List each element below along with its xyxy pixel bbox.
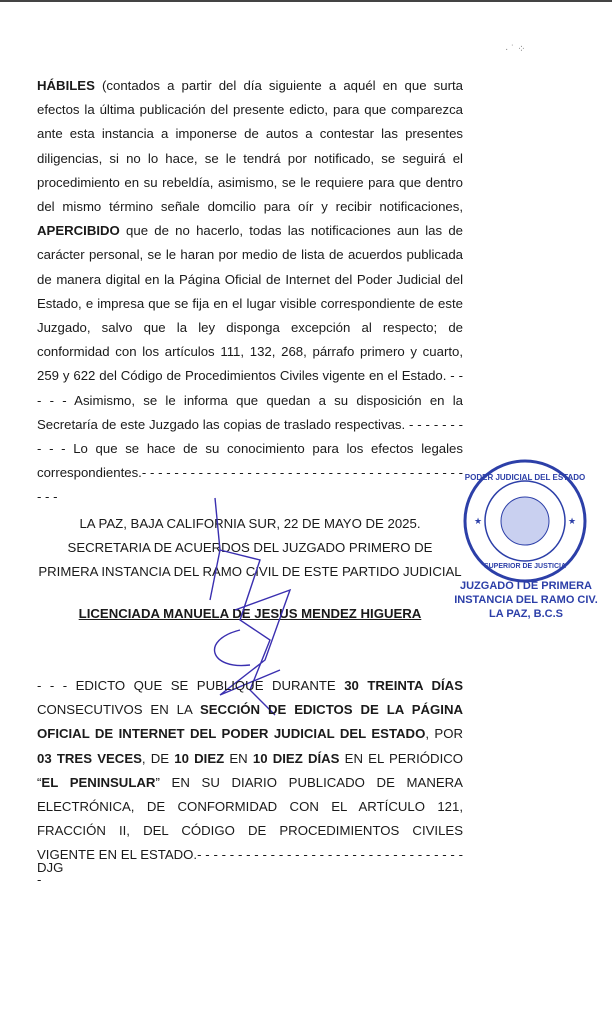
svg-text:★: ★	[568, 516, 577, 526]
svg-text:PODER JUDICIAL DEL ESTADO: PODER JUDICIAL DEL ESTADO	[464, 473, 586, 482]
signatory-name: LICENCIADA MANUELA DE JESUS MENDEZ HIGUERA	[78, 606, 422, 621]
bold-habiles: HÁBILES	[37, 78, 95, 93]
para2-m: ” EN SU DIARIO PUBLICADO DE MANERA ELECTRÓNICA, DE CONFORMIDAD CON EL ARTÍCULO 121, FRACCIÓN II, DEL CÓDIGO DE PROCEDIMIENTOS CIVILES VIGENTE EN EL ESTADO.- - - - - - - - - - - - - - - - - - - - - - - - - - - - - - - - - -	[37, 774, 463, 887]
para2-c: CONSECUTIVOS EN LA	[37, 702, 200, 718]
top-border	[0, 0, 612, 2]
para2-a: - - - EDICTO QUE SE PUBLIQUE DURANTE	[37, 678, 345, 693]
para2-e: , POR	[425, 726, 463, 742]
para2-k: EN EL PERIÓDICO “	[37, 750, 464, 790]
stamp-line-1: JUZGADO I DE PRIMERA	[459, 580, 592, 592]
office-line-1: SECRETARIA DE ACUERDOS DEL JUZGADO PRIMERO DE	[67, 540, 433, 555]
stamp-line-2: INSTANCIA DEL RAMO CIV.	[454, 594, 598, 606]
svg-text:★: ★	[474, 516, 483, 526]
court-seal-stamp	[460, 456, 590, 586]
para2-f: 03 TRES VECES	[37, 750, 142, 766]
para1-text-a: (contados a partir del día siguiente a aquél en que surta efectos la última publicación del presente edicto, para que comparezca ante esta instancia a imponerse de autos a contestar las presentes diligencias, si no lo hace, se le tendrá por notificado, se seguirá el procedimiento en su rebeldía, asimismo, se le requiere para que dentro del mismo término señale domcilio para oír y recibir notificaciones,	[37, 78, 463, 215]
scan-speck: · ˙ ⁘	[505, 44, 526, 55]
para2-l: EL PENINSULAR	[41, 774, 156, 790]
svg-text:SUPERIOR DE JUSTICIA: SUPERIOR DE JUSTICIA	[483, 563, 567, 570]
para2-h: 10 DIEZ	[174, 750, 225, 766]
initials: DJG	[37, 860, 64, 875]
para2-b: 30 TREINTA DÍAS	[344, 678, 463, 693]
stamp-line-3: LA PAZ, B.C.S	[489, 608, 563, 620]
para2-g: , DE	[141, 750, 175, 766]
body-paragraph-2	[37, 674, 463, 892]
body-paragraph-1	[37, 74, 463, 510]
bold-apercibido: APERCIBIDO	[37, 223, 120, 239]
para2-j: 10 DIEZ DÍAS	[252, 750, 340, 766]
para1-text-b: que de no hacerlo, todas las notificaciones aun las de carácter personal, se le haran por medio de lista de acuerdos publicada de manera digital en la Página Oficial de Internet del Poder Judicial del Estado, e impresa que se fija en el lugar visible correspondiente de este Juzgado, salvo que la ley disponga excepción al respecto; de conformidad con los artículos 111, 132, 268, párrafo primero y cuarto, 259 y 622 del Código de Procedimientos Civiles vigente en el Estado. - - - - - Asimismo, se le informa que quedan a su disposición en la Secretaría de este Juzgado las copias de traslado respectivas. - - - - - - - - - - Lo que se hace de su conocimiento para los efectos legales correspondientes.- - - - - - - - - - - - - - - - - - - - - - - - - - - - - - - - - - - - - - - - - - -	[37, 223, 463, 505]
place-date: LA PAZ, BAJA CALIFORNIA SUR, 22 DE MAYO DE 2025.	[79, 516, 421, 531]
office-line-2: PRIMERA INSTANCIA DEL RAMO CIVIL DE ESTE PARTIDO JUDICIAL	[38, 564, 462, 579]
para2-d: SECCIÓN DE EDICTOS DE LA PÁGINA OFICIAL DE INTERNET DEL PODER JUDICIAL DEL ESTADO	[37, 702, 463, 742]
para2-i: EN	[224, 750, 253, 766]
